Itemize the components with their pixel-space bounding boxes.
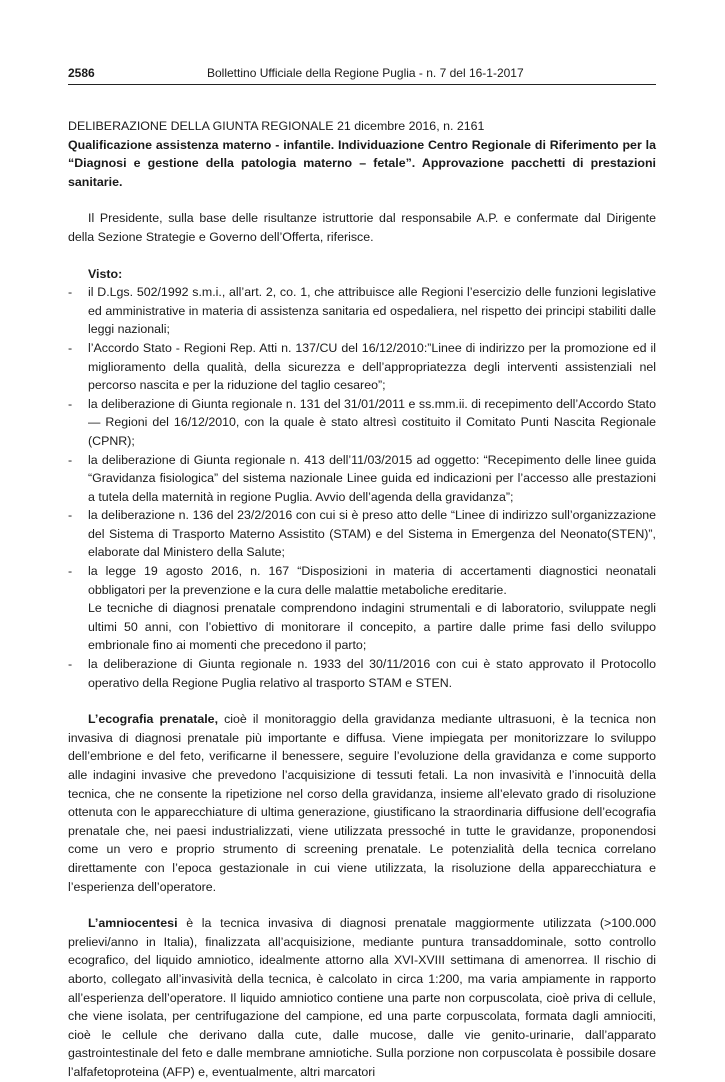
visto-item [68,283,656,339]
page-header [68,62,656,85]
visto-item-text: la deliberazione di Giunta regionale n. 413 dell’11/03/2015 ad oggetto: “Recepimento delle linee guida “Gravidanza fisiologica” del sistema nazionale Linee guida ed indicazioni per l’accesso alle prestazioni a tutela della maternità in regione Puglia. Avvio dell’agenda della gravidanza”; [88,452,656,504]
running-title: Bollettino Ufficiale della Regione Puglia - n. 7 del 16-1-2017 [207,66,524,80]
intro-paragraph: Il Presidente, sulla base delle risultanze istruttorie dal responsabile A.P. e confermate dal Dirigente della Sezione Strategie e Governo dell’Offerta, riferisce. [68,211,656,244]
deliberation-heading: DELIBERAZIONE DELLA GIUNTA REGIONALE 21 dicembre 2016, n. 2161 [68,119,485,133]
deliberation-subject: Qualificazione assistenza materno - infantile. Individuazione Centro Regionale di Riferimento per la “Diagnosi e gestione della patologia materno – fetale”. Approvazione pacchetti di prestazioni sanitarie. [68,137,656,189]
dash-marker: - [68,508,73,523]
ecografia-lead: L’ecografia prenatale, [88,712,219,727]
dash-marker: - [68,657,73,672]
visto-item-text: l’Accordo Stato - Regioni Rep. Atti n. 137/CU del 16/12/2010:”Linee di indirizzo per la promozione ed il miglioramento della qualità, della sicurezza e dell’appropriatezza degli interventi assistenziali nel percorso nascita e per la riduzione del taglio cesareo”; [88,340,656,393]
page-number: 2586 [68,66,95,80]
visto-list-continued [68,655,656,692]
visto-label: Visto: [88,266,123,281]
visto-item [68,655,656,692]
ecografia-paragraph [68,710,656,896]
visto-note: Le tecniche di diagnosi prenatale comprendono indagini strumentali e di laboratorio, sviluppate negli ultimi 50 anni, con l’obiettivo di monitorare il concepito, a partire dalle prime fasi dello sviluppo embrionale fino ai momenti che precedono il parto; [88,601,656,653]
dash-marker: - [68,285,73,300]
visto-item [68,339,656,395]
amniocentesi-paragraph [68,914,656,1081]
visto-item-text: la legge 19 agosto 2016, n. 167 “Disposizioni in materia di accertamenti diagnostici neonatali obbligatori per la prevenzione e la cura delle malattie metaboliche ereditarie. [88,564,656,597]
visto-item [68,506,656,562]
visto-item-text: la deliberazione di Giunta regionale n. 131 del 31/01/2011 e ss.mm.ii. di recepimento dell’Accordo Stato — Regioni del 16/12/2010, con la quale è stato altresì costituito il Comitato Punti Nascita Regionale (CPNR); [88,396,656,448]
visto-item [68,395,656,451]
visto-item [68,451,656,507]
visto-item-text: il D.Lgs. 502/1992 s.m.i., all’art. 2, co. 1, che attribuisce alle Regioni l’esercizio delle funzioni legislative ed amministrative in materia di assistenza sanitaria ed ospedaliera, nel rispetto dei principi stabiliti dalle leggi nazionali; [88,285,656,337]
document-page [68,62,656,1082]
amniocentesi-text: è la tecnica invasiva di diagnosi prenatale maggiormente utilizzata (>100.000 prelievi/anno in Italia), finalizzata all’acquisizione, mediante puntura transaddominale, sotto controllo ecografico, del liquido amniotico, idealmente attorno alla XVI-XVIII settimana di amenorrea. Il rischio di aborto, collegato all’invasività della tecnica, è calcolato in circa 1:200, ma varia ampiamente in rapporto all’esperienza dell’operatore. Il liquido amniotico contiene una parte non corpuscolata, cioè priva di cellule, che viene isolata, per centrifugazione del campione, ed una parte corpuscolata, formata dagli amniociti, cioè le cellule che derivano dalla cute, dalle mucose, dalle vie genito-urinarie, dall’apparato gastrointestinale del feto e dalle membrane amniotiche. Sulla porzione non corpuscolata è possibile dosare l’alfafetoproteina (AFP) e, eventualmente, altri marcatori [68,916,656,1079]
visto-item-text: la deliberazione di Giunta regionale n. 1933 del 30/11/2016 con cui è stato approvato il Protocollo operativo della Regione Puglia relativo al trasporto STAM e STEN. [88,657,656,690]
visto-list [68,283,656,599]
visto-item [68,562,656,599]
amniocentesi-lead: L’amniocentesi [88,916,178,931]
dash-marker: - [68,396,73,411]
dash-marker: - [68,452,73,467]
visto-item-text: la deliberazione n. 136 del 23/2/2016 con cui si è preso atto delle “Linee di indirizzo sull’organizzazione del Sistema di Trasporto Materno Assistito (STAM) e del Sistema in Emergenza del Neonato(STEN)”, elaborate dal Ministero della Salute; [88,508,656,560]
dash-marker: - [68,564,73,579]
ecografia-text: cioè il monitoraggio della gravidanza mediante ultrasuoni, è la tecnica non invasiva di diagnosi prenatale più importante e diffusa. Viene impiegata per monitorizzare lo sviluppo dell’embrione e del feto, verificarne il benessere, seguire l’evoluzione della gravidanza e come supporto alle indagini invasive che prevedono l’acquisizione di tessuti fetali. La non invasività e l’innocuità della tecnica, che ne consente la ripetizione nel corso della gravidanza, insieme all’elevato grado di risoluzione ottenuta con le apparecchiature di ultima generazione, giustificano la straordinaria diffusione dell’ecografia prenatale che, nei paesi industrializzati, viene utilizzata pressoché in tutte le gravidanze, proponendosi come un vero e proprio strumento di screening prenatale. Le potenzialità della tecnica correlano direttamente con l’epoca gestazionale in cui viene utilizzata, la risoluzione della apparecchiatura e l’esperienza dell’operatore. [68,712,657,894]
dash-marker: - [68,340,73,355]
